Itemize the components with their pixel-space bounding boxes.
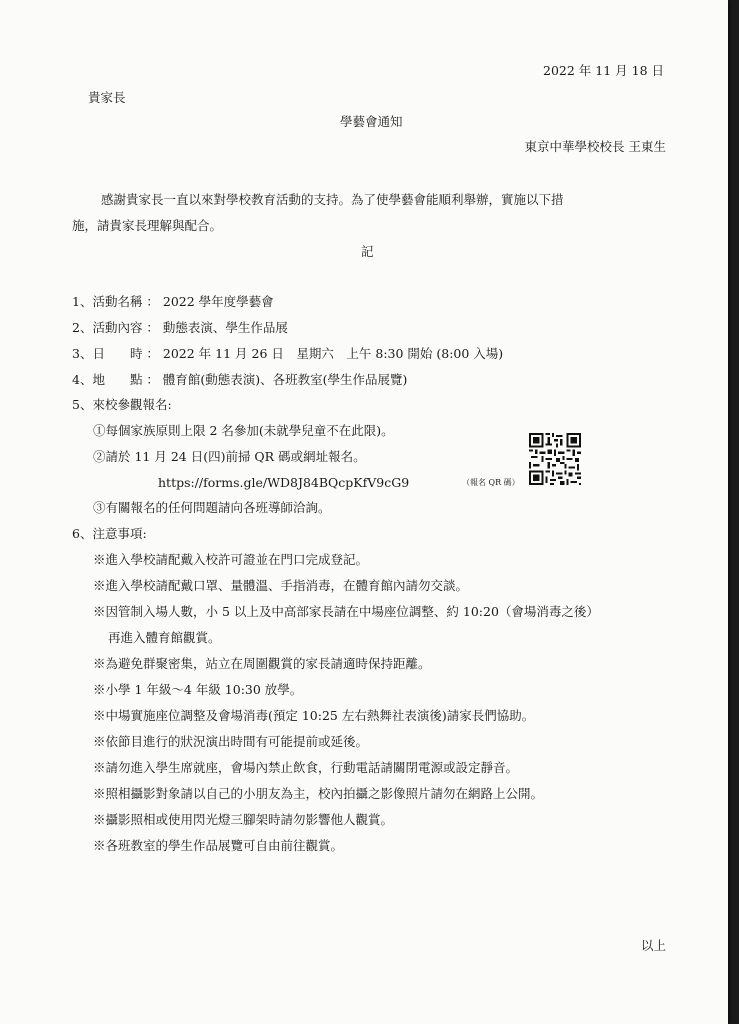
document-date: 2022 年 11 月 18 日 bbox=[543, 63, 664, 78]
item-event-location: 4、地 點 ： 體育館(動態表演)、各班教室(學生作品展覽) bbox=[72, 372, 408, 387]
note-8: ※請勿進入學生席就座，會場內禁止飲食，行動電話請關閉電源或設定靜音。 bbox=[93, 760, 519, 775]
ji-heading: 記 bbox=[361, 244, 374, 259]
note-2: ※進入學校請配戴口罩、量體溫、手指消毒，在體育館內請勿交談。 bbox=[93, 578, 469, 593]
item-registration: 5、來校參觀報名: bbox=[72, 397, 172, 412]
note-7: ※依節目進行的狀況演出時間有可能提前或延後。 bbox=[93, 734, 369, 749]
item-event-time: 3、日 時 ： 2022 年 11 月 26 日 星期六 上午 8:30 開始 (8:00 入場) bbox=[72, 346, 504, 361]
document-title: 學藝會通知 bbox=[340, 114, 403, 129]
note-11: ※各班教室的學生作品展覽可自由前往觀賞。 bbox=[93, 838, 344, 853]
intro-line-1: 感謝貴家長一直以來對學校教育活動的支持。為了使學藝會能順利舉辦，實施以下措 bbox=[101, 192, 564, 207]
item-notes: 6、注意事項: bbox=[72, 526, 147, 541]
qr-code-icon bbox=[529, 433, 581, 485]
note-4: ※為避免群聚密集，站立在周圍觀賞的家長請適時保持距離。 bbox=[93, 656, 431, 671]
note-3: ※因管制入場人數，小 5 以上及中高部家長請在中場座位調整、約 10:20（會場消毒之後） bbox=[93, 604, 599, 619]
closing-mark: 以上 bbox=[640, 938, 666, 953]
registration-url[interactable]: https://forms.gle/WD8J84BQcpKfV9cG9 bbox=[158, 475, 410, 490]
item-event-content: 2、活動內容 ： 動態表演、學生作品展 bbox=[72, 320, 288, 335]
note-3-continued: 再進入體育館觀賞。 bbox=[108, 630, 221, 645]
registration-rule-3: ③有關報名的任何問題請向各班導師洽詢。 bbox=[93, 500, 331, 515]
note-9: ※照相攝影對象請以自己的小朋友為主，校內拍攝之影像照片請勿在網路上公開。 bbox=[93, 786, 544, 801]
intro-line-2: 施，請貴家長理解與配合。 bbox=[72, 218, 223, 233]
item-event-name: 1、活動名稱 ： 2022 學年度學藝會 bbox=[72, 294, 274, 309]
registration-rule-2: ②請於 11 月 24 日(四)前掃 QR 碼或網址報名。 bbox=[93, 449, 366, 464]
note-6: ※中場實施座位調整及會場消毒(預定 10:25 左右熱舞社表演後)請家長們協助。 bbox=[93, 708, 535, 723]
qr-caption: （報名 QR 碼） bbox=[462, 478, 520, 487]
sender: 東京中華學校校長 王東生 bbox=[524, 139, 666, 154]
note-1: ※進入學校請配戴入校許可證並在門口完成登記。 bbox=[93, 552, 369, 567]
note-5: ※小學 1 年級～4 年級 10:30 放學。 bbox=[93, 682, 303, 697]
recipient: 貴家長 bbox=[88, 90, 126, 105]
registration-rule-1: ①每個家族原則上限 2 名參加(未就學兒童不在此限)。 bbox=[93, 423, 394, 438]
note-10: ※攝影照相或使用閃光燈三腳架時請勿影響他人觀賞。 bbox=[93, 812, 394, 827]
